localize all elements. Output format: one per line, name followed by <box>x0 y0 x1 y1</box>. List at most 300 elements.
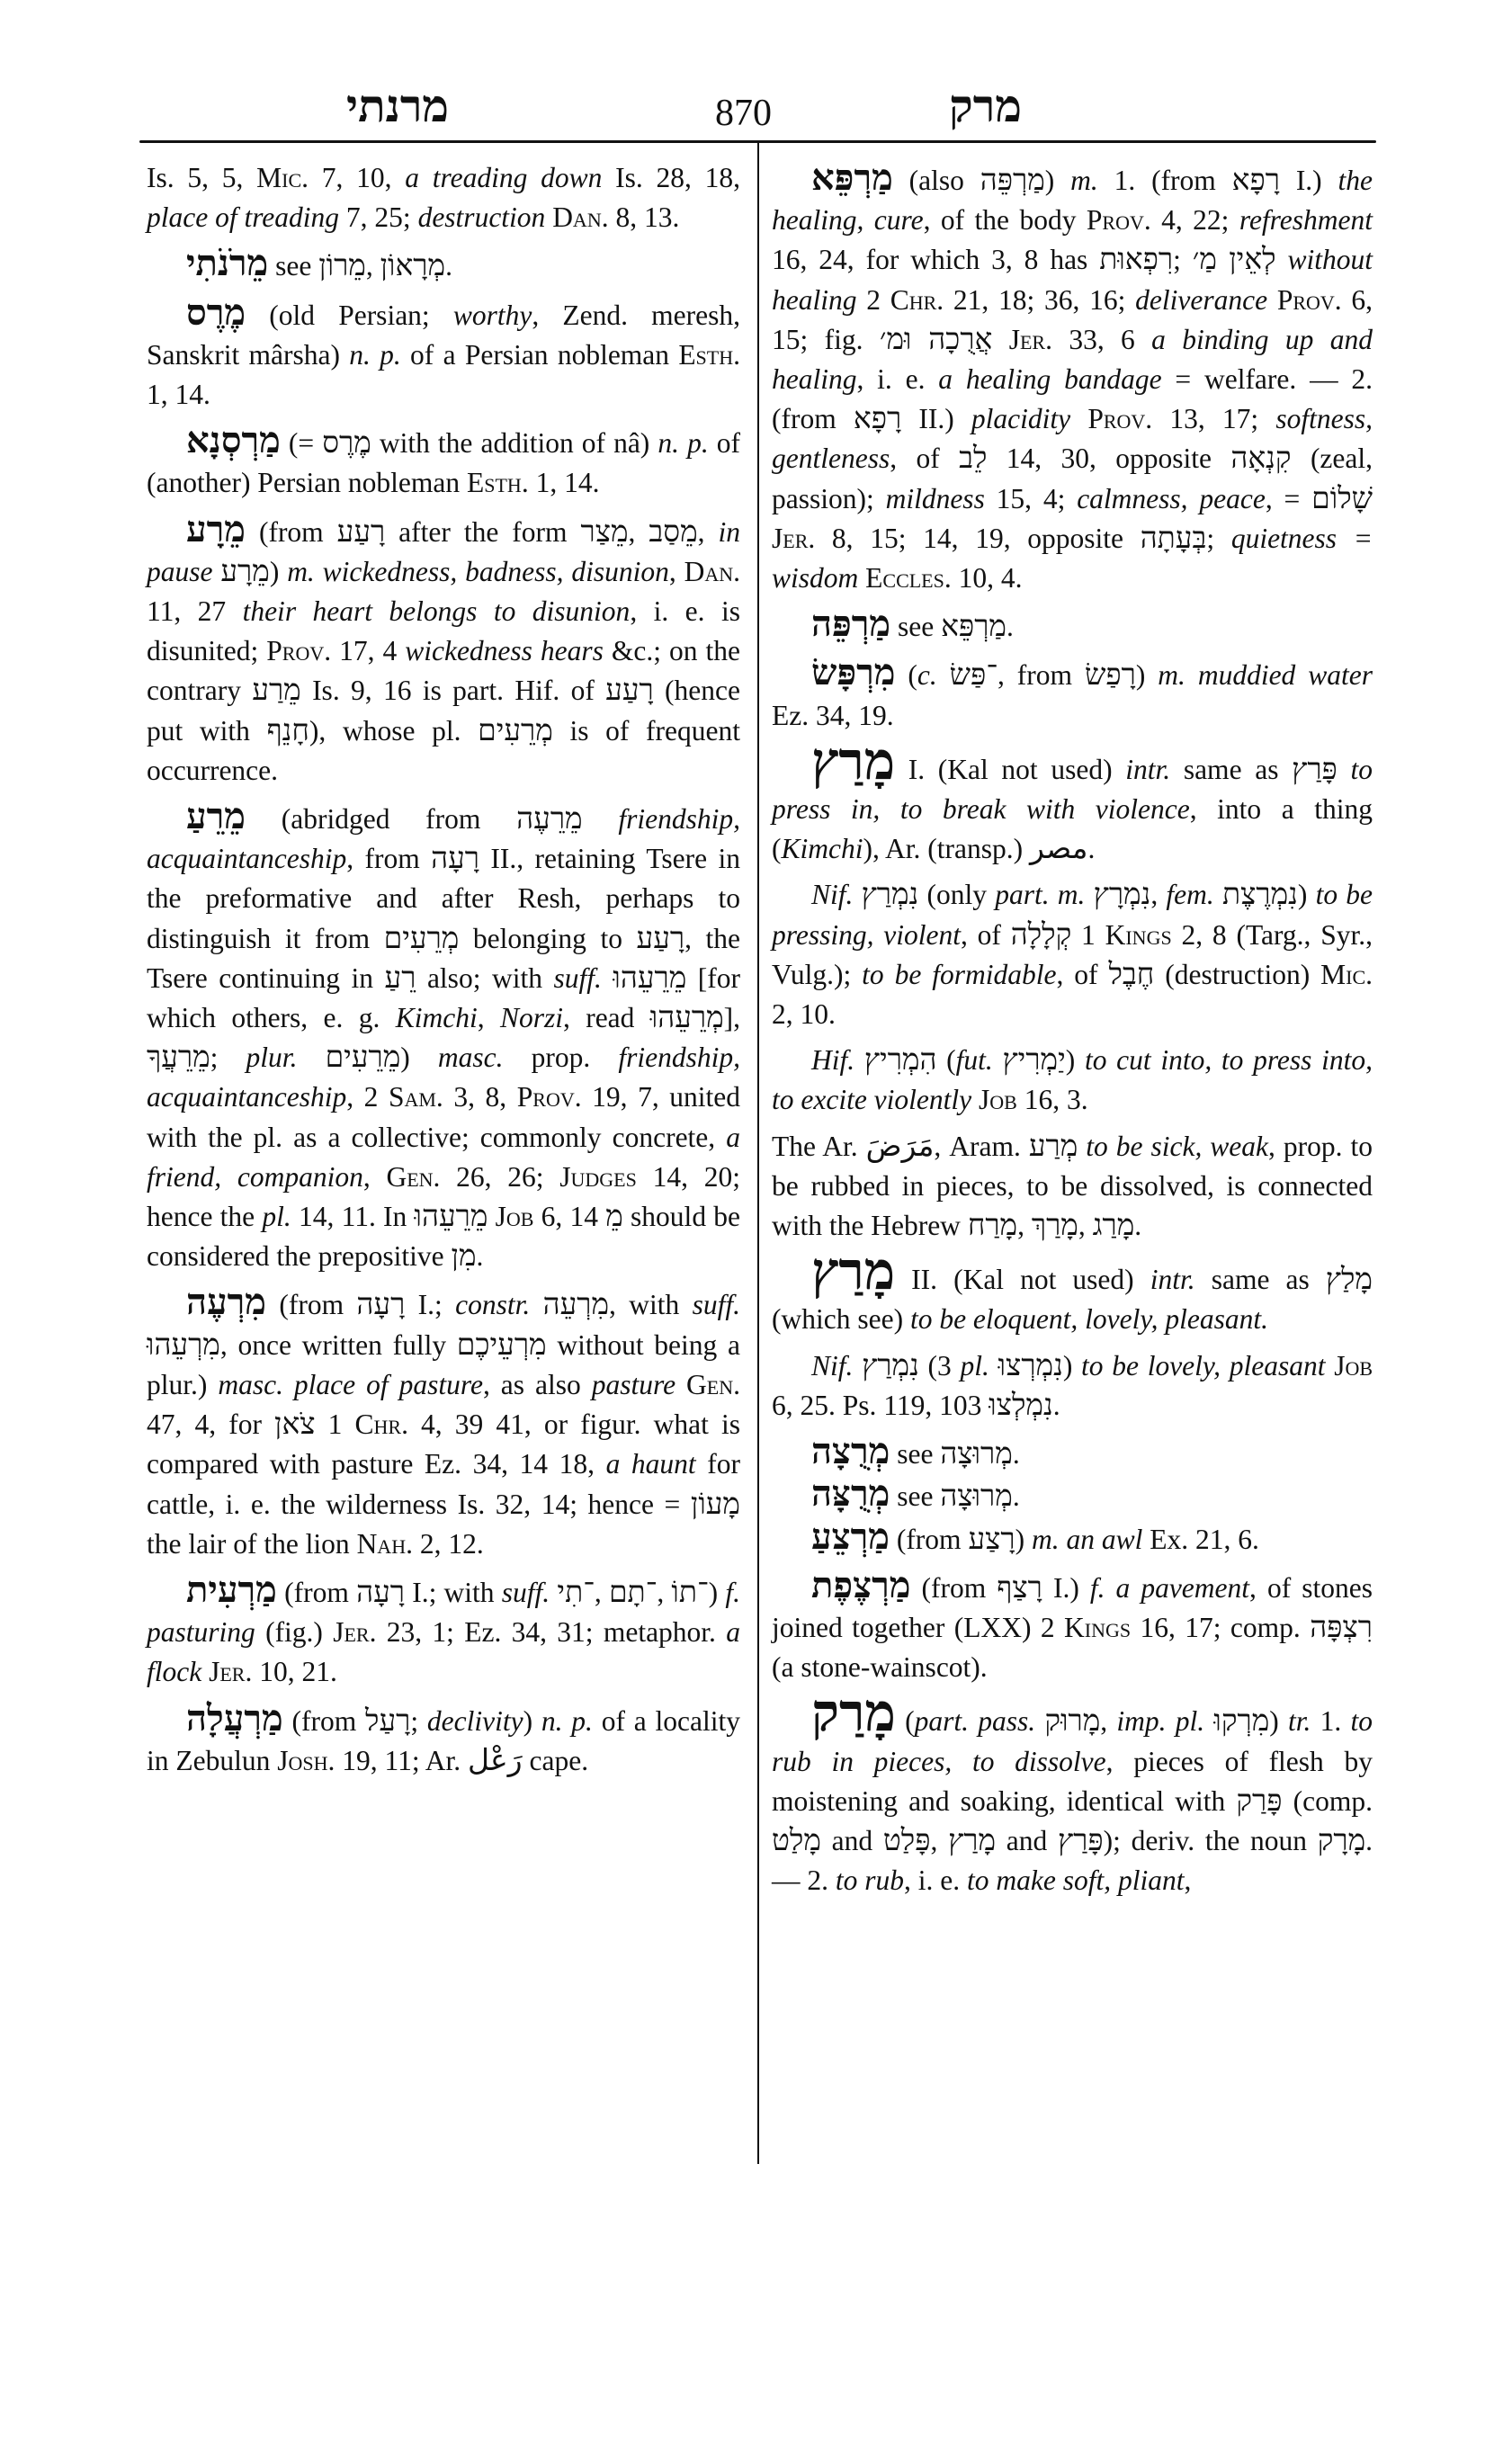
dictionary-entry <box>772 604 1373 647</box>
entry-text: . <box>445 250 452 282</box>
entry-text: . <box>476 1240 484 1273</box>
entry-text: ) <box>1015 1523 1032 1555</box>
entry-text: of a Persian nobleman <box>400 338 679 371</box>
italic-gloss: c. <box>917 659 937 692</box>
italic-gloss: f. a pavement <box>1089 1571 1250 1604</box>
entry-text: same as <box>1170 753 1293 785</box>
entry-text: , <box>1184 1864 1192 1897</box>
entry-headword: מֶרֶס <box>186 291 246 333</box>
hebrew-word: חָנֵף <box>266 714 309 747</box>
entry-text: 17, 4 <box>331 635 406 667</box>
entry-text: and <box>820 1824 883 1856</box>
italic-gloss: to be sick, weak <box>1086 1130 1269 1162</box>
entry-text: is of frequent occurrence. <box>147 714 740 786</box>
dictionary-entry <box>772 653 1373 735</box>
hebrew-word: מֵרֵעֶה <box>516 803 583 836</box>
italic-gloss: to make soft, pliant <box>967 1864 1185 1897</box>
entry-text: 2, 10. <box>772 998 836 1031</box>
entry-text: II. (Kal not used) <box>895 1264 1150 1296</box>
hebrew-word: מְרֵעִים <box>478 714 553 747</box>
entry-text: , with <box>609 1289 693 1321</box>
hebrew-word: מְרֵעֵהוּ <box>649 1002 724 1035</box>
book-reference: Dan. <box>684 555 741 587</box>
italic-gloss: suff. <box>553 961 602 994</box>
entry-text: (only <box>918 879 996 911</box>
hebrew-word: מְרוּצָה <box>940 1480 1013 1514</box>
entry-text: 4, 39 41, or figur. what is compared with pasture Ez. 34, 14 18, <box>147 1408 740 1480</box>
dictionary-entry <box>772 1684 1373 1900</box>
entry-text <box>545 201 552 233</box>
entry-text: 2, 12. <box>412 1527 484 1560</box>
entry-text <box>1070 403 1087 434</box>
dictionary-entry <box>147 797 740 1276</box>
entry-headword: מֵרֹנֹתִי <box>186 243 269 284</box>
italic-gloss: to press in, to break with violence <box>772 753 1373 826</box>
entry-text: same as <box>1194 1264 1326 1296</box>
hebrew-word: בְּעָתָה <box>1140 522 1207 555</box>
page-number: 870 <box>715 93 772 134</box>
italic-gloss: refreshment <box>1239 204 1373 237</box>
entry-text: ) <box>1269 1705 1288 1738</box>
entry-text: ( <box>936 1044 956 1077</box>
italic-gloss: place of treading <box>147 201 340 234</box>
hebrew-word: נִמְרַץ <box>862 1349 919 1382</box>
book-reference: Jer. <box>1008 323 1052 355</box>
entry-text: II.) <box>901 403 971 435</box>
italic-gloss: a flock <box>147 1616 740 1688</box>
italic-gloss: plur. <box>246 1042 298 1074</box>
book-reference: Jer. <box>772 522 816 554</box>
entry-text: 10, 4. <box>951 562 1023 595</box>
entry-text: without being a plur.) <box>147 1328 740 1400</box>
entry-headword: מַרְפֵּא <box>811 157 893 198</box>
entry-text: , as also <box>482 1368 592 1400</box>
entry-headword: מֵרָע <box>186 508 246 550</box>
entry-headword: מֵרֵעַ <box>186 796 246 837</box>
entry-text: , i. e. is disunited; <box>147 595 740 667</box>
entry-text: ( <box>895 659 917 692</box>
entry-text: 1, 14. <box>147 379 210 411</box>
book-reference: Mic. <box>256 162 309 193</box>
entry-text: (a stone-wainscot). <box>772 1651 988 1684</box>
hebrew-word: יַמְרִיץ <box>1002 1044 1066 1077</box>
hebrew-word: ־תוֹ <box>671 1576 709 1609</box>
entry-text: ) <box>269 555 288 587</box>
italic-gloss: to rub <box>835 1864 905 1897</box>
italic-gloss: m. muddied water <box>1158 659 1373 692</box>
entry-text <box>201 1656 209 1687</box>
entry-text: ) <box>1044 165 1071 196</box>
entry-text: ); deriv. the noun <box>1103 1824 1318 1856</box>
entry-text: 1 <box>315 1408 355 1441</box>
entry-text: , <box>362 1160 387 1193</box>
entry-text: (from <box>889 1523 969 1555</box>
hebrew-word: מָרַג <box>1092 1210 1135 1243</box>
entry-text: , <box>697 515 719 548</box>
entry-text: see <box>890 1438 941 1471</box>
hebrew-word: מָעוֹן <box>690 1488 740 1521</box>
italic-gloss: Nif. <box>811 879 854 911</box>
book-reference: Prov. <box>1276 283 1342 316</box>
entry-text: see <box>890 611 942 643</box>
hebrew-word: לְאֵין מַ׳ <box>1192 244 1276 277</box>
entry-text <box>1035 1705 1044 1737</box>
entry-headword: מִרְעֶה <box>186 1282 267 1323</box>
italic-gloss: a treading down <box>405 162 603 193</box>
entry-text: , read <box>562 1002 650 1034</box>
italic-gloss: n. p. <box>658 427 709 460</box>
entry-text: see <box>268 250 319 282</box>
italic-gloss: a binding up and healing <box>772 323 1373 396</box>
italic-gloss: masc. <box>437 1042 504 1074</box>
book-reference: Esth. <box>467 467 529 499</box>
entry-text: . <box>1087 833 1096 865</box>
entry-text: 14, 30, opposite <box>987 443 1231 475</box>
entry-text: Ez. 34, 19. <box>772 699 894 731</box>
hebrew-word: ־פַּשׂ <box>949 659 998 693</box>
entry-text: , <box>365 250 380 282</box>
dictionary-entry <box>772 158 1373 598</box>
book-reference: Jer. <box>209 1656 253 1688</box>
entry-text: , pieces of flesh by moistening and soaking, identical with <box>772 1745 1373 1817</box>
book-reference: Esth. <box>678 338 740 371</box>
entry-text <box>993 1044 1003 1076</box>
entry-text: (from <box>282 1704 366 1737</box>
dictionary-entry <box>772 1517 1373 1560</box>
hebrew-word: רָפָא <box>1231 165 1280 197</box>
book-reference: Kings <box>1105 918 1172 951</box>
hebrew-word: מְרוּצָה <box>940 1438 1013 1471</box>
italic-gloss: m. wickedness, badness, disunion <box>287 555 669 587</box>
hebrew-word: רִפְאוּת <box>1099 244 1174 277</box>
hebrew-word: מָרַךְ <box>1031 1210 1078 1243</box>
italic-gloss: their heart belongs to disunion <box>242 595 631 628</box>
entry-text: , i. e. <box>856 363 939 396</box>
book-reference: Dan. <box>552 201 609 234</box>
book-reference: Eccles. <box>865 562 952 595</box>
entry-text: (= <box>280 427 323 460</box>
italic-gloss: a haunt <box>605 1448 696 1480</box>
hebrew-word: מִן <box>451 1240 477 1274</box>
entry-text: prop. <box>503 1042 619 1074</box>
entry-text: I.; <box>405 1289 456 1321</box>
entry-text: 6, 25. Ps. 119, 103 <box>772 1389 989 1421</box>
entry-text: belonging to <box>459 922 637 954</box>
hebrew-word: מָרַח <box>967 1210 1018 1243</box>
entry-text <box>530 1289 542 1320</box>
entry-headword: מַרְצֵעַ <box>811 1516 890 1557</box>
entry-headword: מַרְעֲלָה <box>186 1697 283 1739</box>
entry-text: ; <box>1173 244 1193 276</box>
hebrew-word: מְרֵעִים <box>383 922 460 955</box>
book-reference: Gen. <box>386 1160 441 1193</box>
hebrew-word: הִמְרִיץ <box>863 1044 937 1077</box>
italic-gloss: fem. <box>1166 879 1214 911</box>
entry-text: 6, 14 <box>533 1201 606 1233</box>
entry-text: , <box>477 1002 500 1034</box>
hebrew-word: רָצַף <box>997 1571 1042 1605</box>
entry-text: (abridged from <box>246 803 517 836</box>
italic-gloss: a healing bandage <box>938 363 1162 396</box>
entry-text: after the form <box>385 515 581 548</box>
entry-headword: מְרֻצָה <box>811 1431 890 1472</box>
italic-gloss: friendship, acquaintanceship <box>147 1042 740 1113</box>
entry-text <box>488 1201 495 1232</box>
dictionary-entry <box>147 1570 740 1693</box>
entry-text: ; <box>1206 522 1231 554</box>
italic-gloss: f. pasturing <box>147 1576 740 1649</box>
entry-text: = welfare. — 2. (from <box>772 363 1373 435</box>
italic-gloss: part. pass. <box>914 1705 1036 1738</box>
entry-text: (from <box>266 1289 357 1321</box>
entry-text: , Aram. <box>934 1130 1029 1162</box>
entry-text: 14, 20; hence the <box>147 1160 740 1233</box>
hebrew-word: רָעָה <box>356 1289 406 1322</box>
hebrew-word: פָּרַץ <box>1292 753 1338 786</box>
hebrew-word: רָעָה <box>356 1576 405 1609</box>
entry-text <box>602 962 613 994</box>
entry-text: 2 <box>856 283 890 316</box>
entry-text: 8, 13. <box>608 201 680 234</box>
entry-text <box>297 1042 325 1073</box>
entry-text: . <box>1012 1438 1020 1471</box>
entry-text: see <box>890 1480 941 1513</box>
entry-text: , = <box>1265 482 1312 514</box>
italic-gloss: n. p. <box>541 1704 593 1737</box>
italic-gloss: worthy <box>452 299 532 331</box>
hebrew-word: מֵ <box>605 1201 623 1234</box>
entry-text: ; <box>410 1704 427 1737</box>
entry-text: (also <box>892 165 980 196</box>
book-reference: Prov. <box>516 1081 582 1113</box>
italic-gloss: to be eloquent, lovely, pleasant. <box>909 1303 1268 1336</box>
hebrew-word: ־תִי <box>557 1576 595 1609</box>
entry-text: , of <box>1056 958 1109 990</box>
hebrew-word: רָצַע <box>968 1523 1015 1556</box>
entry-text: of a locality in Zebulun <box>147 1704 740 1776</box>
book-reference: Chr. <box>354 1408 408 1441</box>
entry-headword: מְרֻצָּה <box>811 1473 890 1515</box>
entry-text: the lair of the lion <box>147 1527 357 1560</box>
entry-text: , <box>628 515 649 548</box>
entry-text: Is. 5, 5, <box>147 162 257 193</box>
entry-text: ), whose pl. <box>309 714 479 747</box>
italic-gloss: pl. <box>262 1201 291 1233</box>
book-reference: Job <box>979 1084 1017 1116</box>
book-reference: Prov. <box>1087 403 1153 435</box>
entry-text: 19, 11; Ar. <box>335 1744 468 1776</box>
hebrew-word: מְרַע <box>1028 1130 1078 1163</box>
entry-text: 13, 17; <box>1152 403 1276 435</box>
book-reference: Job <box>1334 1349 1373 1381</box>
entry-headword: מַרְצֶפֶת <box>811 1564 911 1605</box>
hebrew-word: רָעַע <box>605 675 654 708</box>
italic-gloss: quietness = wisdom <box>772 522 1373 595</box>
entry-text: , the Tsere continuing in <box>147 922 740 994</box>
italic-gloss: to rub in pieces, to dissolve <box>772 1705 1373 1777</box>
italic-gloss: to be lovely, pleasant <box>1081 1349 1326 1381</box>
entry-text <box>1078 1131 1086 1162</box>
dictionary-entry <box>772 1566 1373 1688</box>
entry-text: ; <box>210 1042 246 1074</box>
entry-text: I.; with <box>404 1576 502 1608</box>
entry-text: , <box>1017 1210 1032 1242</box>
hebrew-word: חֶבֶל <box>1108 958 1155 991</box>
hebrew-word: רָעַע <box>636 922 685 955</box>
entry-text: (fig.) <box>255 1616 334 1649</box>
hebrew-word: מֵרֵעֵהוּ <box>414 1201 488 1234</box>
left-guide-word: מרנתי <box>346 81 450 131</box>
entry-text: 1 <box>1071 918 1105 951</box>
entry-text: 33, 6 <box>1051 323 1152 355</box>
italic-gloss: n. p. <box>349 338 401 371</box>
hebrew-word: מִרְעֵה <box>542 1289 610 1322</box>
entry-text: Is. 9, 16 is part. Hif. of <box>300 675 606 707</box>
entry-text <box>1325 1350 1334 1381</box>
hebrew-word: נִמְרַץ <box>861 879 919 912</box>
italic-gloss: to be pressing, violent <box>772 879 1373 951</box>
hebrew-word: פָּלַט <box>882 1824 931 1857</box>
book-reference: Sam. <box>388 1081 443 1113</box>
entry-text: 7, 10, <box>309 162 406 193</box>
book-reference: Prov. <box>266 635 332 667</box>
italic-gloss: wickedness hears <box>405 635 604 667</box>
italic-gloss: pasture <box>591 1368 676 1400</box>
entry-headword: מַרְעִית <box>186 1569 277 1610</box>
entry-text <box>858 562 865 594</box>
italic-gloss: declivity <box>426 1704 523 1737</box>
entry-text: &c.; on the contrary <box>147 635 741 707</box>
entry-headword: מָרַק <box>811 1684 896 1743</box>
italic-gloss: Kimchi <box>781 833 863 865</box>
entry-text: 1. <box>1311 1705 1351 1738</box>
hebrew-word: פָּרַץ <box>1057 1824 1104 1857</box>
hebrew-word: פָּרַק <box>1236 1784 1283 1818</box>
book-reference: Kings <box>1064 1611 1132 1643</box>
entry-text: ) <box>523 1704 541 1737</box>
dictionary-entry <box>147 158 740 237</box>
hebrew-word: מָרוּק <box>1044 1705 1101 1739</box>
entry-text: 16, 24, for which 3, 8 has <box>772 244 1100 276</box>
dictionary-entry <box>147 421 740 503</box>
entry-text: ) <box>400 1042 438 1074</box>
italic-gloss: tr. <box>1287 1705 1311 1738</box>
entry-text: , into a thing ( <box>772 793 1373 865</box>
hebrew-word: מֵצַר <box>580 515 629 549</box>
hebrew-word: מֵרֵעִים <box>325 1042 401 1075</box>
entry-headword: מָרַץ <box>811 1242 896 1301</box>
italic-gloss: a friend, companion <box>147 1121 740 1193</box>
hebrew-word: צֹאן <box>274 1408 316 1442</box>
entry-text <box>1214 879 1222 910</box>
hebrew-word: מֵסַב <box>649 515 698 549</box>
entry-text: 26, 26; <box>440 1160 560 1193</box>
left-column <box>147 158 740 1787</box>
entry-text: ) <box>708 1576 726 1608</box>
italic-gloss: mildness <box>885 482 985 514</box>
entry-text <box>971 1084 979 1115</box>
dictionary-entry <box>772 1474 1373 1516</box>
entry-text: 47, 4, for <box>147 1408 275 1441</box>
hebrew-word: קְלָלָה <box>1010 918 1072 952</box>
hebrew-word: מַרְפֵּה <box>980 165 1045 197</box>
entry-text <box>1204 1705 1213 1737</box>
italic-gloss: Norzi <box>499 1002 563 1034</box>
dictionary-entry <box>772 1041 1373 1120</box>
hebrew-word: רֵעַ <box>384 961 416 995</box>
dictionary-entry <box>772 731 1373 870</box>
hebrew-word: מָלַץ <box>1325 1264 1373 1297</box>
entry-text: (which see) <box>772 1303 910 1336</box>
italic-gloss: Hif. <box>811 1044 855 1077</box>
entry-text: , once written fully <box>219 1328 457 1361</box>
italic-gloss: imp. pl. <box>1116 1705 1205 1738</box>
entry-text: , 2 <box>346 1081 389 1113</box>
entry-text: ) <box>1062 1349 1082 1381</box>
italic-gloss: Nif. <box>811 1349 854 1381</box>
hebrew-word: קִנְאָה <box>1230 443 1292 476</box>
hebrew-word: מָלַט <box>772 1824 821 1857</box>
entry-text: 8, 15; 14, 19, opposite <box>815 522 1141 554</box>
italic-gloss: part. m. <box>995 879 1086 911</box>
hebrew-word: מָרַץ <box>948 1824 997 1857</box>
entry-text: ) <box>1297 879 1316 911</box>
entry-text: 11, 27 <box>147 595 243 628</box>
entry-text: 21, 18; 36, 16; <box>944 283 1136 316</box>
italic-gloss: the healing, cure <box>772 165 1373 237</box>
italic-gloss: softness, gentleness <box>772 403 1373 475</box>
italic-gloss: m. <box>1070 165 1098 196</box>
entry-text: 7, 25; <box>339 201 418 234</box>
dictionary-entry <box>147 1283 740 1563</box>
right-column <box>772 158 1373 1907</box>
entry-text <box>1085 879 1093 910</box>
hebrew-word: מִרְעֵיכֶם <box>456 1328 547 1362</box>
entry-text: 15, 4; <box>984 482 1078 514</box>
hebrew-word: רָעַל <box>365 1704 411 1738</box>
entry-headword: מִרְפָּשׂ <box>811 652 896 693</box>
entry-text: I.) <box>1042 1571 1090 1604</box>
hebrew-word: נִמְרְצוּ <box>998 1349 1063 1382</box>
entry-text: , <box>657 1576 672 1608</box>
entry-text: (destruction) <box>1154 958 1321 990</box>
entry-text: (zeal, passion); <box>772 443 1373 514</box>
italic-gloss: intr. <box>1125 753 1171 785</box>
entry-text: , of <box>890 443 960 475</box>
entry-text: I. (Kal not used) <box>895 753 1126 785</box>
book-reference: Chr. <box>890 283 944 316</box>
entry-text: 1. (from <box>1097 165 1232 196</box>
dictionary-entry <box>147 244 740 286</box>
hebrew-word: מֵרַע <box>252 675 301 708</box>
italic-gloss: constr. <box>455 1289 531 1321</box>
italic-gloss: to be formidable <box>862 958 1057 990</box>
italic-gloss: Kimchi <box>395 1002 478 1034</box>
entry-text <box>854 1044 864 1076</box>
italic-gloss: suff. <box>501 1576 550 1608</box>
entry-text: 1, 14. <box>528 467 600 499</box>
entry-text: , <box>1100 1705 1117 1738</box>
book-reference: Gen. <box>686 1368 740 1400</box>
entry-text <box>853 1350 862 1381</box>
entry-text: , of <box>961 918 1011 951</box>
entry-text: , <box>668 555 684 587</box>
italic-gloss: m. an awl <box>1032 1523 1143 1555</box>
entry-text: , <box>594 1576 609 1608</box>
dictionary-entry <box>147 293 740 416</box>
entry-text: (from <box>910 1571 998 1604</box>
entry-text <box>1276 244 1288 275</box>
